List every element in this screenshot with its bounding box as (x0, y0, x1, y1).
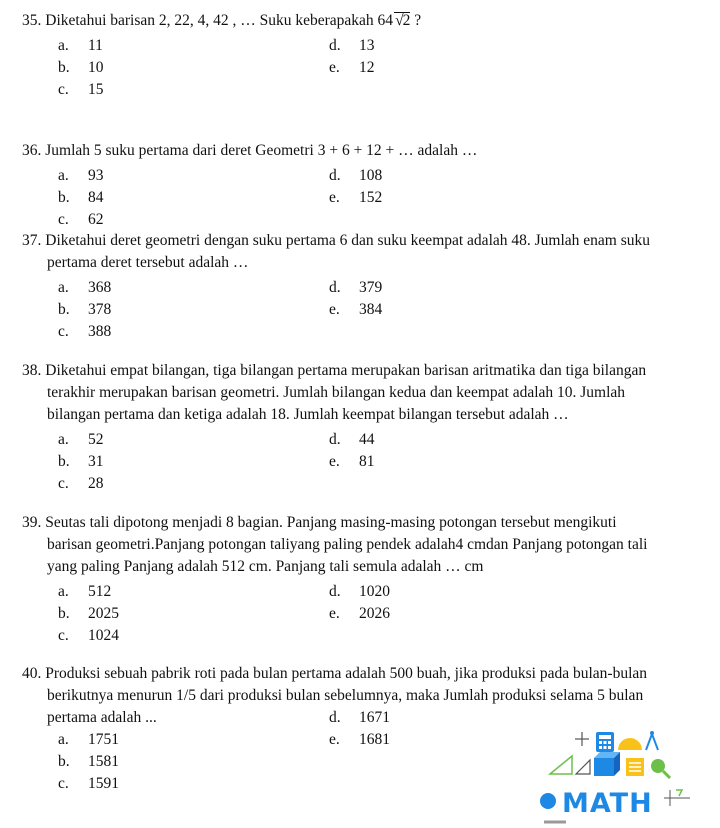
option-e[interactable]: e. 384 (329, 301, 383, 318)
question-text: 37. Diketahui deret geometri dengan suku pertama 6 dan suku keempat adalah 48. Jumlah enam suku (22, 232, 650, 249)
option-a[interactable]: a. 52 (58, 431, 104, 448)
question-text: 40. Produksi sebuah pabrik roti pada bulan pertama adalah 500 buah, jika produksi pada bulan-bulan (22, 665, 648, 682)
question-39 (22, 512, 694, 644)
calculator-icon (596, 732, 614, 752)
question-text-line: pertama adalah ... (47, 709, 157, 726)
question-number: 38. (22, 362, 42, 379)
option-e[interactable]: e. 81 (329, 453, 375, 470)
option-d[interactable]: d. 379 (329, 279, 383, 296)
option-b[interactable]: b. 84 (58, 189, 104, 206)
cube-icon (594, 752, 620, 776)
option-b[interactable]: b. 1581 (58, 753, 119, 770)
option-a[interactable]: a. 512 (58, 583, 112, 600)
question-number: 37. (22, 232, 42, 249)
option-e[interactable]: e. 12 (329, 59, 375, 76)
option-c[interactable]: c. 1024 (58, 627, 119, 644)
question-text-line: yang paling Panjang adalah 512 cm. Panjang tali semula adalah … cm (47, 558, 484, 575)
option-e[interactable]: e. 2026 (329, 605, 390, 622)
option-c[interactable]: c. 62 (58, 211, 104, 228)
question-text: 36. Jumlah 5 suku pertama dari deret Geometri 3 + 6 + 12 + … adalah … (22, 142, 478, 159)
book-icon (626, 758, 644, 776)
option-d[interactable]: d. 44 (329, 431, 375, 448)
magnifier-icon (651, 759, 670, 778)
option-b[interactable]: b. 31 (58, 453, 104, 470)
dot-icon (540, 793, 556, 809)
question-text: 38. Diketahui empat bilangan, tiga bilangan pertama merupakan barisan aritmatika dan tiga bilangan (22, 362, 647, 379)
option-a[interactable]: a. 1751 (58, 731, 119, 748)
question-40 (22, 663, 694, 792)
option-c[interactable]: c. 28 (58, 475, 104, 492)
option-e[interactable]: e. 1681 (329, 731, 390, 748)
question-text-line: terakhir merupakan barisan geometri. Jumlah bilangan kedua dan keempat adalah 10. Jumlah (47, 384, 626, 401)
question-37 (22, 230, 694, 340)
triangle-ruler-icon (550, 756, 590, 774)
question-text-line: bilangan pertama dan ketiga adalah 18. Jumlah keempat bilangan tersebut adalah … (47, 406, 569, 423)
math-logo (530, 726, 700, 828)
option-e[interactable]: e. 152 (329, 189, 383, 206)
option-a[interactable]: a. 93 (58, 167, 104, 184)
option-b[interactable]: b. 2025 (58, 605, 119, 622)
question-text-line: berikutnya menurun 1/5 dari produksi bulan sebelumnya, maka Jumlah produksi selama 5 bulan (47, 687, 644, 704)
option-d[interactable]: d. 13 (329, 37, 375, 54)
option-d[interactable]: d. 1671 (329, 709, 390, 726)
question-35 (22, 10, 694, 98)
compass-icon (646, 731, 658, 750)
option-d[interactable]: d. 108 (329, 167, 383, 184)
option-c[interactable]: c. 15 (58, 81, 104, 98)
option-b[interactable]: b. 378 (58, 301, 112, 318)
question-number: 36. (22, 142, 42, 159)
question-text-line: pertama deret tersebut adalah … (47, 254, 249, 271)
question-36 (22, 140, 694, 228)
protractor-icon (618, 738, 642, 750)
question-text: 35. Diketahui barisan 2, 22, 4, 42 , … Suku keberapakah 64 √2 ? (22, 12, 422, 29)
question-38 (22, 360, 694, 492)
sqrt-symbol: √ (395, 12, 404, 29)
option-a[interactable]: a. 11 (58, 37, 103, 54)
option-d[interactable]: d. 1020 (329, 583, 390, 600)
question-text-line: barisan geometri.Panjang potongan taliyang paling pendek adalah4 cmdan Panjang potongan tali (47, 536, 648, 553)
option-b[interactable]: b. 10 (58, 59, 104, 76)
formula-icon (664, 790, 690, 806)
question-number: 40. (22, 665, 42, 682)
plus-sign-icon (575, 732, 589, 746)
question-text: 39. Seutas tali dipotong menjadi 8 bagian. Panjang masing-masing potongan tersebut mengikuti (22, 514, 617, 531)
math-logo-text: MATH (562, 788, 653, 819)
question-number: 39. (22, 514, 42, 531)
question-number: 35. (22, 12, 42, 29)
option-c[interactable]: c. 1591 (58, 775, 119, 792)
option-c[interactable]: c. 388 (58, 323, 112, 340)
option-a[interactable]: a. 368 (58, 279, 112, 296)
